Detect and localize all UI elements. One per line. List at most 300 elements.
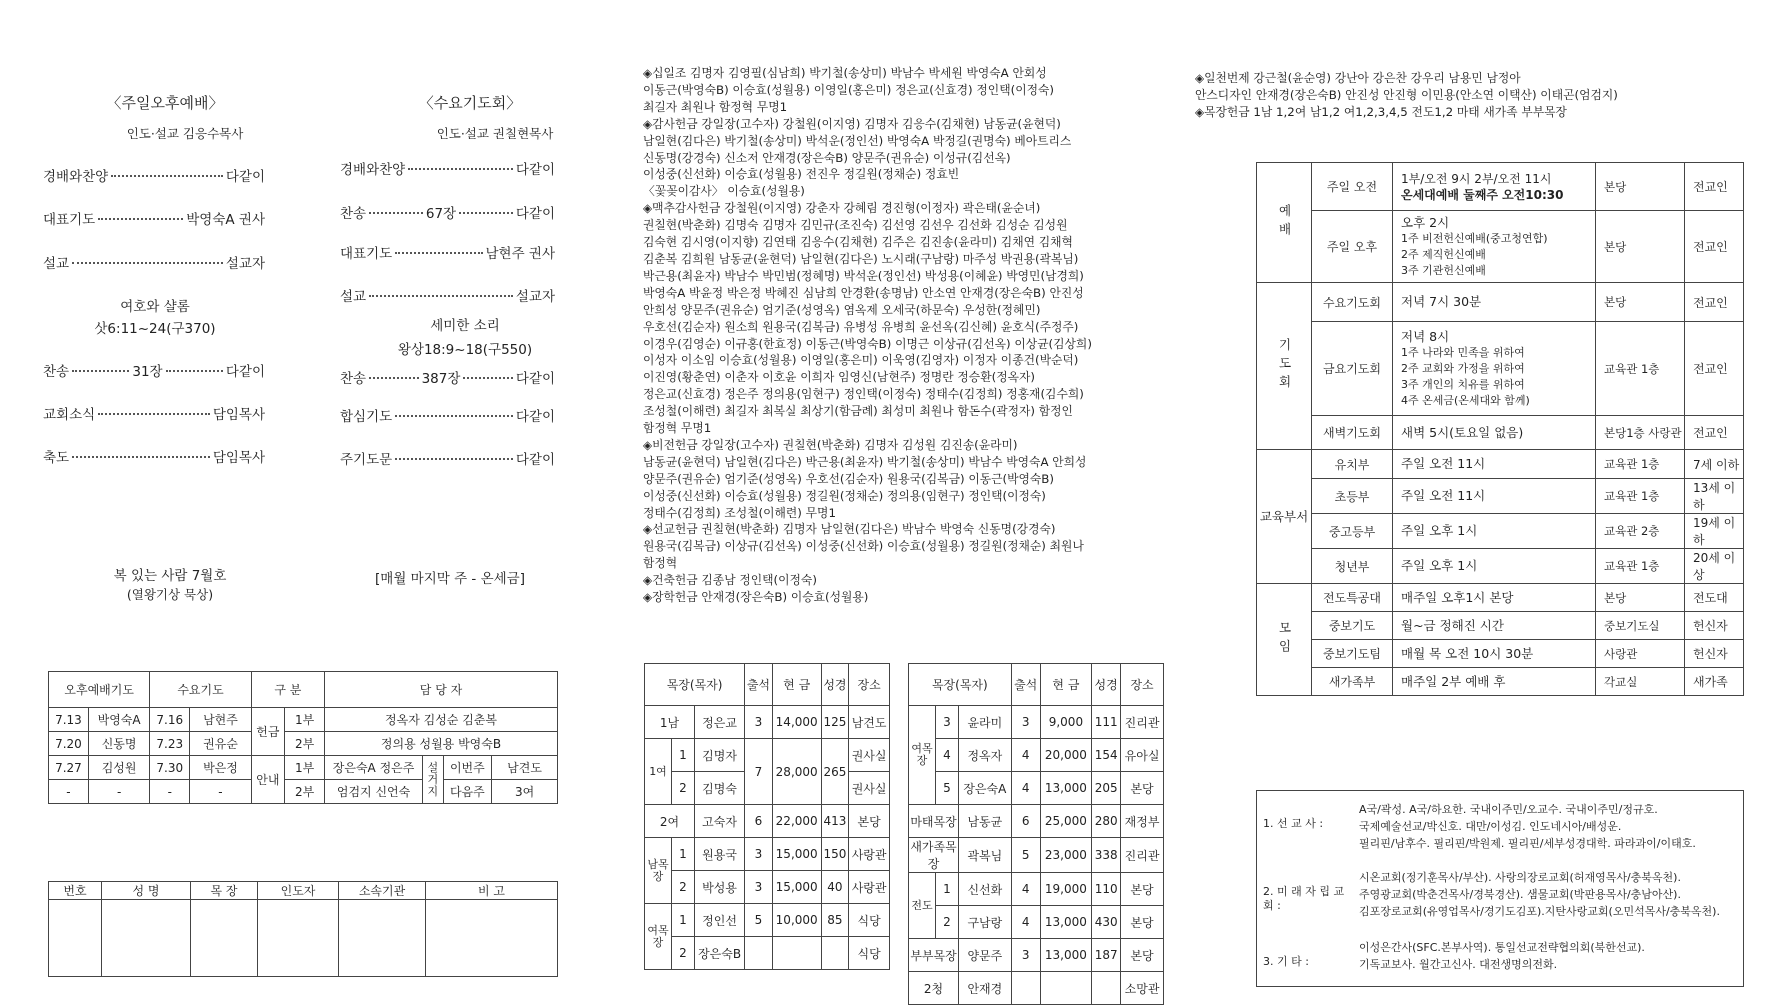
cell-value: 김명자 <box>695 739 745 772</box>
wednesday-leader: 인도·설교 권칠현목사 <box>436 126 554 141</box>
cell-value: 111 <box>1092 706 1121 739</box>
cell-value: 사랑관 <box>849 838 890 871</box>
cell-value: 본당 <box>1121 873 1164 906</box>
schedule-name: 청년부 <box>1312 549 1393 584</box>
visitor-header: 소속기관 <box>339 882 426 900</box>
schedule-time-line: 3주 개인의 치유를 위하여 <box>1401 377 1525 391</box>
cell-value: 28,000 <box>772 739 821 805</box>
cell-header: 장소 <box>1121 664 1164 706</box>
duty-header: 구 분 <box>251 672 324 708</box>
wednesday-sermon-ref: 왕상18:9~18(구550) <box>397 342 533 358</box>
duty-cell: 7.27 <box>49 756 89 780</box>
schedule-target: 전교인 <box>1685 416 1744 450</box>
sunday-item-prayer: 대표기도 박영숙A 권사 <box>43 212 265 228</box>
cell-value: 3 <box>745 838 773 871</box>
schedule-name: 유치부 <box>1312 450 1393 479</box>
duty-cell: 권유순 <box>190 732 251 756</box>
cell-header: 목장(목자) <box>909 664 1012 706</box>
cell-value: 정인선 <box>695 904 745 937</box>
cell-value: 2 <box>672 772 695 805</box>
cell-value: 13,000 <box>1040 906 1092 939</box>
mission-line: A국/곽성. A국/하요한. 국내이주민/오교수. 국내이주민/정규호. <box>1359 803 1658 816</box>
cell-header: 성경 <box>821 664 849 706</box>
cell-value: 150 <box>821 838 849 871</box>
cell-value: 1 <box>672 838 695 871</box>
schedule-target: 19세 이하 <box>1685 514 1744 549</box>
cell-value: 430 <box>1092 906 1121 939</box>
schedule-place: 교육관 1층 <box>1596 322 1685 416</box>
schedule-place: 중보기도실 <box>1596 612 1685 640</box>
cell-value: 1 <box>672 739 695 772</box>
wednesday-item-united-prayer: 합심기도 다같이 <box>340 409 555 425</box>
duty-cell: 남견도 <box>492 756 558 780</box>
schedule-name: 주일 오후 <box>1312 211 1393 283</box>
schedule-time-line: 매월 목 오전 10시 30분 <box>1401 645 1534 661</box>
duty-cell: 안내 <box>251 756 284 804</box>
cell-value: 6 <box>745 805 773 838</box>
visitor-header: 인도자 <box>258 882 339 900</box>
cell-value: 고숙자 <box>695 805 745 838</box>
schedule-target: 전교인 <box>1685 322 1744 416</box>
schedule-time <box>1393 479 1596 514</box>
cell-value: 남동균 <box>959 805 1012 838</box>
duty-cell: 정옥자 김성순 김춘복 <box>325 708 558 732</box>
cell-value: 280 <box>1092 805 1121 838</box>
schedule-group: 예배 <box>1257 163 1312 283</box>
giving-line: 양문주(권유순) 엄기준(성영옥) 우호선(김순자) 원용국(김복금) 이동근(박영숙B) <box>643 471 1054 486</box>
duty-cell: 7.13 <box>49 708 89 732</box>
giving-line: 원용국(김복금) 이상규(김선옥) 이성중(신선화) 이승효(성월용) 정길원(정채순) 최원나 <box>643 539 1084 554</box>
duty-cell: 김성원 <box>88 756 149 780</box>
duty-table <box>48 671 558 804</box>
giving-line: 남동균(윤현덕) 남일현(김다은) 박근용(최윤자) 박기철(송상미) 박남수 박영숙A 안희성 <box>643 454 1087 469</box>
cell-value: 여목장 <box>645 904 672 970</box>
schedule-target: 전도대 <box>1685 584 1744 612</box>
sunday-sermon-ref: 삿6:11~24(구370) <box>94 321 216 337</box>
sunday-sermon-title: 여호와 샬롬 <box>120 299 190 315</box>
cell-value: 정옥자 <box>959 739 1012 772</box>
cell-value: 장은숙B <box>695 937 745 970</box>
cell-value: 2 <box>936 906 959 939</box>
schedule-time-line: 저녁 7시 30분 <box>1401 294 1482 309</box>
giving-line: 안희성 양문주(권유순) 엄기준(성영옥) 염옥제 오세국(하문숙) 우성한(정혜민) <box>643 302 1041 317</box>
cell-header: 목장(목자) <box>645 664 745 706</box>
cell-value: 양문주 <box>959 939 1012 972</box>
cell-value: 본당 <box>1121 939 1164 972</box>
schedule-place: 본당 <box>1596 584 1685 612</box>
sunday-item-sermon: 설교 설교자 <box>43 256 265 272</box>
schedule-name: 중보기도팀 <box>1312 640 1393 668</box>
cell-value: 곽복님 <box>959 838 1012 873</box>
visitor-header: 목 장 <box>191 882 258 900</box>
cell-table-right <box>908 663 1164 1005</box>
duty-cell: 헌금 <box>251 708 284 756</box>
giving-line: 이경우(김영순) 이규홍(한효정) 이동근(박영숙B) 이명근 이상규(김선옥) 이상균(김상희) <box>643 336 1092 351</box>
schedule-target: 전교인 <box>1685 211 1744 283</box>
cell-value: 5 <box>936 772 959 805</box>
cell-value <box>1092 972 1121 1005</box>
cell-value: 전도 <box>909 873 936 939</box>
schedule-time-line: 3주 기관헌신예배 <box>1401 263 1486 277</box>
mission-line: 김포장로교회(유영업목사/경기도김포).지탄사랑교회(오민석목사/충북옥천). <box>1359 905 1720 918</box>
schedule-time <box>1393 322 1596 416</box>
cell-header: 현 금 <box>772 664 821 706</box>
right-giving-line: ◈일천번제 강근철(윤순영) 강난아 강은찬 강우리 남용민 남정아 <box>1195 71 1521 85</box>
cell-value: 남목장 <box>645 838 672 904</box>
schedule-time <box>1393 584 1596 612</box>
duty-cell: 7.30 <box>150 756 190 780</box>
duty-cell: - <box>88 780 149 804</box>
cell-value: 3 <box>936 706 959 739</box>
wednesday-sermon-title: 세미한 소리 <box>430 318 500 334</box>
schedule-place: 본당1층 사랑관 <box>1596 416 1685 450</box>
duty-cell: 2부 <box>285 780 325 804</box>
schedule-target: 13세 이하 <box>1685 479 1744 514</box>
cell-value <box>745 937 773 970</box>
duty-cell: 2부 <box>285 732 325 756</box>
schedule-time-line: 1주 나라와 민족을 위하여 <box>1401 345 1525 359</box>
mission-line: 국제예술선교/박신호. 대만/이성김. 인도네시아/배성운. <box>1359 820 1622 833</box>
monthly-note: [매월 마지막 주 - 온세금] <box>375 571 525 587</box>
schedule-time <box>1393 163 1596 211</box>
cell-header: 성경 <box>1092 664 1121 706</box>
giving-line: ◈맥추감사헌금 강철원(이지영) 강춘자 강혜림 경진형(이정자) 곽은태(윤순녀) <box>643 201 1041 216</box>
cell-value: 4 <box>1011 772 1040 805</box>
giving-line: 남일현(김다은) 박기철(송상미) 박석운(정인선) 박영숙A 박정길(권명숙) 베아트리스 <box>643 133 1072 148</box>
schedule-time <box>1393 416 1596 450</box>
schedule-time <box>1393 450 1596 479</box>
cell-value: 338 <box>1092 838 1121 873</box>
duty-header: 담 당 자 <box>325 672 558 708</box>
schedule-time <box>1393 640 1596 668</box>
giving-line: 이동근(박영숙B) 이승효(성월용) 이영일(홍은미) 정은교(신효경) 정인택(이정숙) <box>643 82 1054 97</box>
mission-line: 주영광교회(박춘건목사/경북경산). 샘물교회(박판용목사/충남아산). <box>1359 888 1681 901</box>
duty-cell: 박영숙A <box>88 708 149 732</box>
cell-value: 3 <box>1011 706 1040 739</box>
sunday-item-hymn: 찬송 31장 다같이 <box>43 364 266 380</box>
cell-value: 진리관 <box>1121 706 1164 739</box>
cell-value: 5 <box>745 904 773 937</box>
giving-line: 권칠현(박춘화) 김명숙 김명자 김민규(조진숙) 김선영 김선우 김선화 김성순 김성원 <box>643 218 1068 233</box>
cell-header: 출석 <box>1011 664 1040 706</box>
sunday-item-worship: 경배와찬양 다같이 <box>43 169 265 185</box>
schedule-name: 수요기도회 <box>1312 283 1393 322</box>
sunday-item-benediction: 축도 담임목사 <box>43 450 265 466</box>
giving-line: 정태수(김정희) 조성철(이해련) 무명1 <box>643 505 836 520</box>
wednesday-item-prayer: 대표기도 남현주 권사 <box>340 246 555 262</box>
cell-value: 부부목장 <box>909 939 959 972</box>
giving-line: ◈감사헌금 강일장(고수자) 강철원(이지영) 김명자 김응수(김채현) 남동균(윤현덕) <box>643 116 1061 131</box>
duty-cell: 1부 <box>285 708 325 732</box>
cell-value: 1남 <box>645 706 695 739</box>
schedule-name: 금요기도회 <box>1312 322 1393 416</box>
duty-cell: 이번주 <box>443 756 492 780</box>
giving-line: 김숙현 김시영(이지향) 김연태 김응수(김채현) 김주은 김진송(윤라미) 김채연 김채혁 <box>643 235 1073 250</box>
sunday-leader: 인도·설교 김응수목사 <box>126 126 244 141</box>
blessed-title: 복 있는 사람 7월호 <box>113 568 227 584</box>
schedule-time-line: 주일 오전 11시 <box>1401 488 1486 503</box>
wednesday-title: 〈수요기도회〉 <box>418 94 522 112</box>
mission-line: 시온교회(정기훈목사/부산). 사랑의장로교회(허재영목사/충북옥천). <box>1359 871 1681 884</box>
schedule-name: 새벽기도회 <box>1312 416 1393 450</box>
cell-value: 안재경 <box>959 972 1012 1005</box>
cell-value <box>1011 972 1040 1005</box>
wednesday-item-lords-prayer: 주기도문 다같이 <box>340 452 555 468</box>
giving-line: 박영숙A 박윤정 박은정 박혜진 심남희 안경환(송명남) 안소연 안재경(장은숙B) 안진성 <box>643 285 1084 300</box>
cell-value: 4 <box>936 739 959 772</box>
schedule-target: 20세 이상 <box>1685 549 1744 584</box>
cell-value: 413 <box>821 805 849 838</box>
schedule-place: 교육관 1층 <box>1596 479 1685 514</box>
cell-header: 장소 <box>849 664 890 706</box>
schedule-place: 교육관 2층 <box>1596 514 1685 549</box>
schedule-target: 7세 이하 <box>1685 450 1744 479</box>
cell-value: 4 <box>1011 739 1040 772</box>
duty-cell: 장은숙A 정은주 <box>325 756 423 780</box>
cell-value: 19,000 <box>1040 873 1092 906</box>
cell-value: 사랑관 <box>849 871 890 904</box>
schedule-name: 전도특공대 <box>1312 584 1393 612</box>
cell-value: 3 <box>745 706 773 739</box>
cell-value: 본당 <box>1121 772 1164 805</box>
schedule-time <box>1393 514 1596 549</box>
cell-value: 장은숙A <box>959 772 1012 805</box>
visitor-header: 비 고 <box>426 882 558 900</box>
cell-value: 14,000 <box>772 706 821 739</box>
schedule-name: 중고등부 <box>1312 514 1393 549</box>
giving-line: ◈건축헌금 김종남 정인택(이정숙) <box>643 573 817 588</box>
cell-value: 구남랑 <box>959 906 1012 939</box>
schedule-group: 모임 <box>1257 584 1312 696</box>
schedule-time-line: 매주일 2부 예배 후 <box>1401 673 1506 689</box>
duty-cell: 정의용 성월용 박영숙B <box>325 732 558 756</box>
cell-value: 1여 <box>645 739 672 805</box>
schedule-table <box>1256 162 1744 696</box>
cell-value: 본당 <box>849 805 890 838</box>
cell-value: 2여 <box>645 805 695 838</box>
wednesday-item-sermon: 설교 설교자 <box>340 289 555 305</box>
cell-value: 25,000 <box>1040 805 1092 838</box>
cell-value: 13,000 <box>1040 939 1092 972</box>
visitor-header: 번호 <box>49 882 102 900</box>
cell-value: 재정부 <box>1121 805 1164 838</box>
cell-value: 마태목장 <box>909 805 959 838</box>
cell-value: 205 <box>1092 772 1121 805</box>
schedule-place: 각교실 <box>1596 668 1685 696</box>
schedule-time-line: 월~금 정해진 시간 <box>1401 617 1504 633</box>
cell-value: 식당 <box>849 904 890 937</box>
cell-value: 소망관 <box>1121 972 1164 1005</box>
schedule-time-line: 2주 교회와 가정을 위하여 <box>1401 361 1525 375</box>
cell-value: 식당 <box>849 937 890 970</box>
visitor-table <box>48 881 558 977</box>
schedule-name: 초등부 <box>1312 479 1393 514</box>
cell-value: 20,000 <box>1040 739 1092 772</box>
sunday-item-news: 교회소식 담임목사 <box>43 407 265 423</box>
schedule-time-line: 주일 오후 1시 <box>1401 523 1478 538</box>
giving-line: 우호선(김순자) 원소희 원용국(김복금) 유병성 유병희 윤선옥(김신혜) 윤호식(주정주) <box>643 319 1079 334</box>
schedule-time-line: 1부/오전 9시 2부/오전 11시 <box>1401 171 1552 186</box>
cell-table-left <box>644 663 890 970</box>
cell-value: 윤라미 <box>959 706 1012 739</box>
schedule-time <box>1393 549 1596 584</box>
schedule-time <box>1393 668 1596 696</box>
sunday-title: 〈주일오후예배〉 <box>106 94 224 112</box>
mission-label: 2. 미 래 자 립 교 회 : <box>1263 885 1345 912</box>
cell-value: 유아실 <box>1121 739 1164 772</box>
duty-cell: 다음주 <box>443 780 492 804</box>
cell-header: 현 금 <box>1040 664 1092 706</box>
schedule-place: 교육관 1층 <box>1596 549 1685 584</box>
cell-value: 권사실 <box>849 772 890 805</box>
cell-value: 1 <box>936 873 959 906</box>
duty-cell: 1부 <box>285 756 325 780</box>
giving-line: ◈선교헌금 권칠현(박춘화) 김명자 남일현(김다은) 박남수 박영숙 신동명(강경숙) <box>643 522 1056 537</box>
schedule-group: 기도회 <box>1257 283 1312 450</box>
cell-value <box>821 937 849 970</box>
cell-value: 4 <box>1011 906 1040 939</box>
schedule-target: 헌신자 <box>1685 640 1744 668</box>
cell-value: 권사실 <box>849 739 890 772</box>
duty-cell: 신동명 <box>88 732 149 756</box>
duty-cell: 설거지 <box>423 756 443 804</box>
schedule-time <box>1393 283 1596 322</box>
duty-header: 수요기도 <box>150 672 251 708</box>
giving-line: 함정혁 무명1 <box>643 421 712 436</box>
blessed-sub: (열왕기상 묵상) <box>126 587 214 602</box>
right-giving-line: ◈목장헌금 1남 1,2여 남1,2 여1,2,3,4,5 전도1,2 마태 새가족 부부목장 <box>1195 104 1567 119</box>
cell-value: 22,000 <box>772 805 821 838</box>
schedule-time-line: 1주 비전헌신예배(중고청연합) <box>1401 231 1548 245</box>
mission-line: 기독교보사. 월간고신사. 대전생명의전화. <box>1359 958 1558 971</box>
schedule-time-line: 새벽 5시(토요일 없음) <box>1401 424 1524 440</box>
duty-cell: 남현주 <box>190 708 251 732</box>
mission-label: 1. 선 교 사 : <box>1263 817 1324 830</box>
cell-value: 신선화 <box>959 873 1012 906</box>
schedule-time-line: 주일 오전 11시 <box>1401 456 1486 471</box>
cell-value: 110 <box>1092 873 1121 906</box>
right-giving-list <box>1195 70 1618 121</box>
giving-line: ◈십일조 김명자 김영필(심남희) 박기철(송상미) 박남수 박세원 박영숙A 안회성 <box>643 66 1047 80</box>
cell-value: 4 <box>1011 873 1040 906</box>
cell-value: 5 <box>1011 838 1040 873</box>
cell-value: 40 <box>821 871 849 904</box>
wednesday-item-hymn: 찬송 67장 다같이 <box>340 206 556 222</box>
giving-line: 이성자 이소임 이승효(성월용) 이영일(홍은미) 이욱영(김영자) 이정자 이종건(박순덕) <box>643 353 1079 368</box>
duty-cell: - <box>150 780 190 804</box>
mission-label: 3. 기 타 : <box>1263 955 1309 968</box>
cell-value: 김명숙 <box>695 772 745 805</box>
mission-line: 이성은간사(SFC.본부사역). 통일선교전략협의회(북한선교). <box>1359 941 1645 954</box>
duty-cell: 7.16 <box>150 708 190 732</box>
schedule-time-line: 저녁 8시 <box>1401 328 1450 344</box>
schedule-target: 전교인 <box>1685 163 1744 211</box>
cell-value: 여목장 <box>909 706 936 805</box>
schedule-time-line: 오후 2시 <box>1401 214 1450 230</box>
cell-value: 박성용 <box>695 871 745 904</box>
schedule-name: 새가족부 <box>1312 668 1393 696</box>
giving-line: 박근용(최윤자) 박남수 박민범(정혜명) 박석운(정인선) 박성용(이혜윤) 박영민(남경희) <box>643 268 1084 283</box>
schedule-time-line: 주일 오후 1시 <box>1401 558 1478 573</box>
cell-value: 125 <box>821 706 849 739</box>
cell-value <box>772 937 821 970</box>
giving-line: 이성중(신선화) 이승효(성월용) 전진우 정길원(정채순) 정효빈 <box>643 167 960 182</box>
cell-value: 265 <box>821 739 849 805</box>
schedule-group: 교육부서 <box>1257 450 1312 584</box>
duty-cell: 7.20 <box>49 732 89 756</box>
cell-value <box>1040 972 1092 1005</box>
missions-box <box>1256 790 1744 987</box>
giving-line: 〈꽃꽂이감사〉 이승효(성월용) <box>643 184 805 199</box>
duty-cell: 3여 <box>492 780 558 804</box>
cell-value: 154 <box>1092 739 1121 772</box>
cell-value: 3 <box>745 871 773 904</box>
cell-value: 15,000 <box>772 871 821 904</box>
schedule-time-line: 4주 온세금(온세대와 함께) <box>1401 393 1530 407</box>
duty-cell: 엄검지 신언숙 <box>325 780 423 804</box>
cell-value: 1 <box>672 904 695 937</box>
schedule-place: 본당 <box>1596 163 1685 211</box>
cell-value: 85 <box>821 904 849 937</box>
giving-line: ◈장학헌금 안재경(장은숙B) 이승효(성월용) <box>643 590 869 605</box>
schedule-name: 주일 오전 <box>1312 163 1393 211</box>
giving-line: 신동명(강경숙) 신소저 안재경(장은숙B) 양문주(권유순) 이성규(김선옥) <box>643 150 1011 165</box>
cell-value: 187 <box>1092 939 1121 972</box>
visitor-header: 성 명 <box>102 882 191 900</box>
cell-value: 본당 <box>1121 906 1164 939</box>
cell-value: 23,000 <box>1040 838 1092 873</box>
duty-cell: 박은정 <box>190 756 251 780</box>
duty-cell: - <box>190 780 251 804</box>
cell-value: 13,000 <box>1040 772 1092 805</box>
giving-line: 김춘복 김희원 남동균(윤현덕) 남일현(김다은) 노시래(구남랑) 마주성 박권용(곽복님) <box>643 251 1079 266</box>
schedule-target: 새가족 <box>1685 668 1744 696</box>
cell-header: 출석 <box>745 664 773 706</box>
schedule-name: 중보기도 <box>1312 612 1393 640</box>
schedule-target: 헌신자 <box>1685 612 1744 640</box>
cell-value: 새가족목장 <box>909 838 959 873</box>
cell-value: 9,000 <box>1040 706 1092 739</box>
cell-value: 진리관 <box>1121 838 1164 873</box>
cell-value: 2청 <box>909 972 959 1005</box>
giving-line: 최길자 최원나 함정혁 무명1 <box>643 99 788 114</box>
schedule-place: 본당 <box>1596 283 1685 322</box>
cell-value: 7 <box>745 739 773 805</box>
giving-line: 조성철(이해련) 최길자 최복실 최상기(함금례) 최성미 최원나 함돈수(곽정자) 함정인 <box>643 404 1073 419</box>
schedule-place: 본당 <box>1596 211 1685 283</box>
giving-line: ◈비전헌금 강일장(고수자) 권칠현(박춘화) 김명자 김성원 김진송(윤라미) <box>643 437 1018 452</box>
cell-value: 2 <box>672 871 695 904</box>
duty-cell: - <box>49 780 89 804</box>
cell-value: 6 <box>1011 805 1040 838</box>
schedule-time <box>1393 211 1596 283</box>
schedule-place: 교육관 1층 <box>1596 450 1685 479</box>
schedule-place: 사랑관 <box>1596 640 1685 668</box>
wednesday-item-hymn2: 찬송 387장 다같이 <box>340 371 555 387</box>
cell-value: 10,000 <box>772 904 821 937</box>
cell-value: 정은교 <box>695 706 745 739</box>
cell-value: 3 <box>1011 939 1040 972</box>
wednesday-item-worship: 경배와찬양 다같이 <box>340 162 555 178</box>
duty-cell: 7.23 <box>150 732 190 756</box>
giving-line: 정은교(신효경) 정은주 정의용(임현구) 정인택(이정숙) 정태수(김정희) 정홍재(김수희) <box>643 387 1084 402</box>
schedule-time-line: 온세대예배 둘째주 오전10:30 <box>1401 187 1564 202</box>
giving-line: 이진영(황춘연) 이춘자 이호윤 이희자 임영신(남현주) 정명란 정승환(정옥자) <box>643 370 1035 385</box>
mission-line: 필리핀/남후수. 필리핀/박원제. 필리핀/세부성경대학. 파라과이/이태호. <box>1359 837 1696 850</box>
schedule-time-line: 매주일 오후1시 본당 <box>1401 589 1514 605</box>
giving-line: 이성중(신선화) 이승효(성월용) 정길원(정채순) 정의용(임현구) 정인택(이정숙) <box>643 488 1046 503</box>
giving-line: 함정혁 <box>643 556 678 571</box>
